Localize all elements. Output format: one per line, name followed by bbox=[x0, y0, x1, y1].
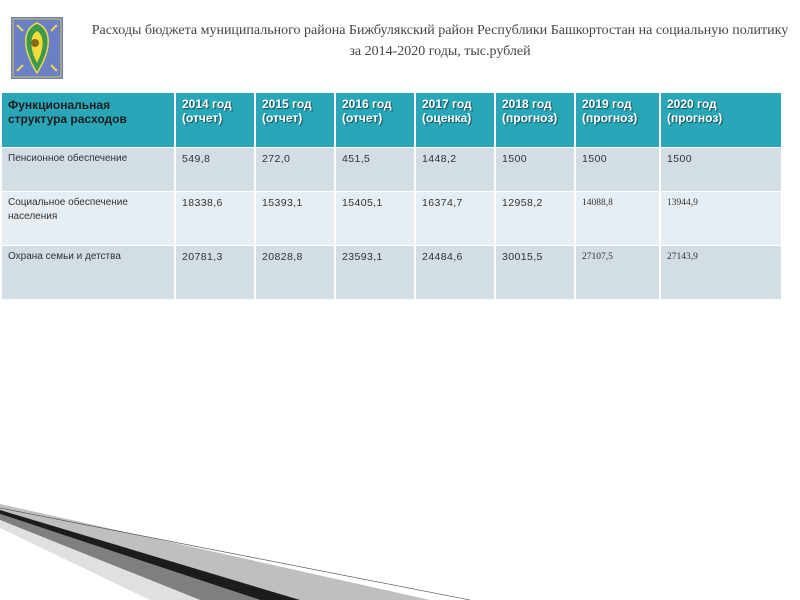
table-cell: 23593,1 bbox=[335, 246, 415, 300]
row-label: Социальное обеспечение населения bbox=[2, 192, 175, 246]
table-cell: 14088,8 bbox=[575, 192, 660, 246]
header-2020: 2020 год (прогноз) bbox=[660, 93, 782, 148]
header-2017: 2017 год (оценка) bbox=[415, 93, 495, 148]
table-cell: 15405,1 bbox=[335, 192, 415, 246]
header-2014: 2014 год (отчет) bbox=[175, 93, 255, 148]
table-cell: 549,8 bbox=[175, 148, 255, 192]
table-cell: 30015,5 bbox=[495, 246, 575, 300]
table-cell: 1500 bbox=[495, 148, 575, 192]
header-2018: 2018 год (прогноз) bbox=[495, 93, 575, 148]
budget-table bbox=[2, 93, 783, 300]
decorative-slide-swoosh bbox=[0, 500, 800, 600]
header-2016: 2016 год (отчет) bbox=[335, 93, 415, 148]
header-2015: 2015 год (отчет) bbox=[255, 93, 335, 148]
table-cell: 16374,7 bbox=[415, 192, 495, 246]
table-cell: 18338,6 bbox=[175, 192, 255, 246]
table-cell: 27143,9 bbox=[660, 246, 782, 300]
table-row bbox=[2, 148, 782, 192]
table-cell: 27107,5 bbox=[575, 246, 660, 300]
table-row bbox=[2, 246, 782, 300]
header-2019: 2019 год (прогноз) bbox=[575, 93, 660, 148]
table-cell: 15393,1 bbox=[255, 192, 335, 246]
table-cell: 1500 bbox=[660, 148, 782, 192]
table-cell: 1500 bbox=[575, 148, 660, 192]
table-header-row bbox=[2, 93, 782, 148]
table-cell: 24484,6 bbox=[415, 246, 495, 300]
row-label: Охрана семьи и детства bbox=[2, 246, 175, 300]
bizhbulyak-coat-of-arms-icon bbox=[11, 17, 63, 79]
table-cell: 451,5 bbox=[335, 148, 415, 192]
row-label: Пенсионное обеспечение bbox=[2, 148, 175, 192]
page-title: Расходы бюджета муниципального района Бижбулякский район Республики Башкортостан на социальную политику за 2014-2020 годы, тыс.рублей bbox=[91, 23, 789, 59]
table-cell: 1448,2 bbox=[415, 148, 495, 192]
table-row bbox=[2, 192, 782, 246]
table-cell: 20781,3 bbox=[175, 246, 255, 300]
table-cell: 272,0 bbox=[255, 148, 335, 192]
table-cell: 12958,2 bbox=[495, 192, 575, 246]
table-cell: 20828,8 bbox=[255, 246, 335, 300]
table-cell: 13944,9 bbox=[660, 192, 782, 246]
header-functional-structure: Функциональная структура расходов bbox=[2, 93, 175, 148]
